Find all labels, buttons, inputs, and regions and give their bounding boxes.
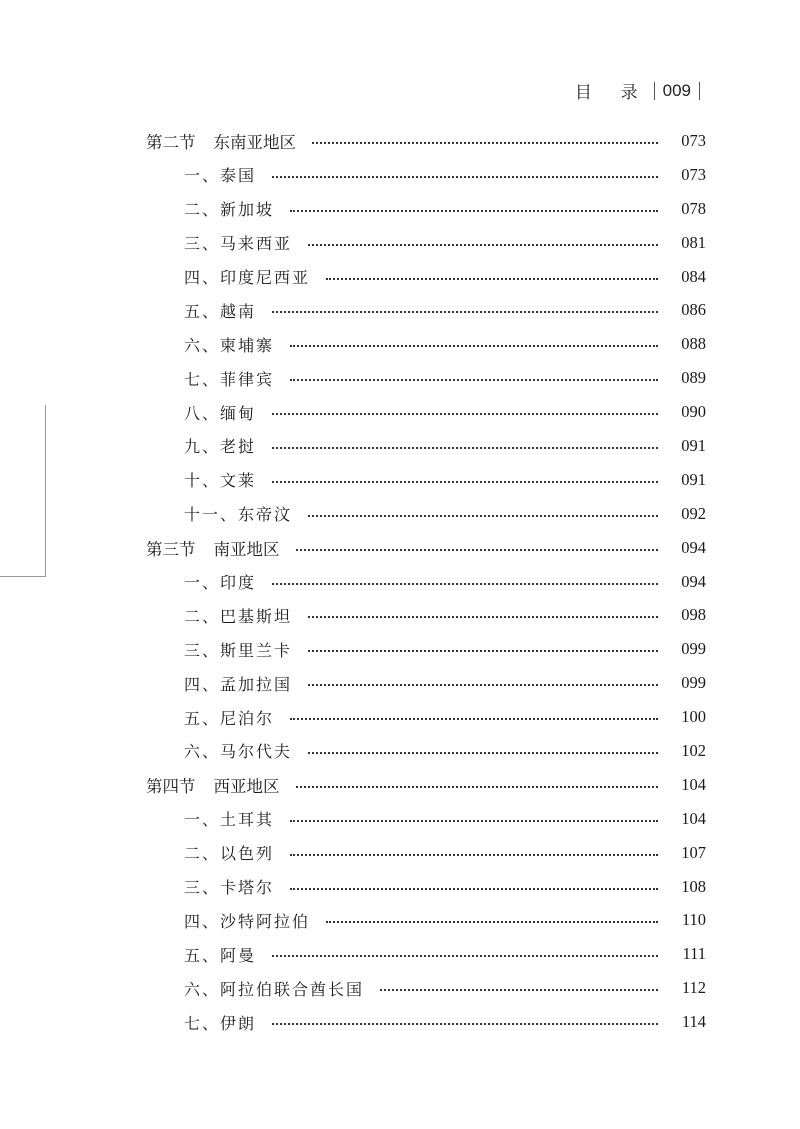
toc-section-number: 第四节 — [146, 776, 196, 796]
toc-item-row[interactable] — [146, 700, 706, 734]
toc-leader-dots — [272, 955, 658, 957]
toc-section-row[interactable] — [146, 124, 706, 158]
toc-entry-title: 一、土耳其 — [184, 810, 275, 830]
toc-entry-title: 五、越南 — [184, 301, 257, 321]
toc-entry-title: 九、老挝 — [184, 437, 257, 457]
toc-item-row[interactable] — [146, 395, 706, 429]
toc-section-row[interactable] — [146, 531, 706, 565]
toc-leader-dots — [326, 921, 658, 923]
toc-leader-dots — [308, 684, 658, 686]
toc-entry-title: 四、印度尼西亚 — [184, 268, 311, 287]
toc-page-number: 104 — [681, 808, 706, 828]
toc-page-number: 099 — [681, 673, 706, 693]
toc-entry-title: 三、卡塔尔 — [184, 878, 275, 898]
toc-section-row[interactable] — [146, 768, 706, 802]
toc-page-number: 102 — [681, 740, 706, 760]
toc-entry-title: 七、伊朗 — [184, 1013, 257, 1033]
toc-item-row[interactable] — [146, 598, 706, 632]
toc-leader-dots — [272, 447, 658, 449]
toc-entry-title — [146, 773, 280, 797]
toc-item-row[interactable] — [146, 361, 706, 395]
toc-page-number: 098 — [681, 605, 706, 625]
toc-item-row[interactable] — [146, 158, 706, 192]
toc-item-row[interactable] — [146, 903, 706, 937]
toc-entry-title: 五、尼泊尔 — [184, 708, 275, 728]
toc-leader-dots — [308, 650, 658, 652]
toc-section-title: 南亚地区 — [213, 539, 280, 559]
toc-leader-dots — [272, 311, 658, 313]
toc-item-row[interactable] — [146, 802, 706, 836]
toc-item-row[interactable] — [146, 327, 706, 361]
toc-page-number: 099 — [681, 639, 706, 659]
toc-entry-title: 三、斯里兰卡 — [184, 640, 293, 660]
toc-page-number: 111 — [682, 944, 706, 964]
toc-section-title: 东南亚地区 — [213, 132, 296, 152]
toc-item-row[interactable] — [146, 937, 706, 971]
toc-entry-title: 六、柬埔寨 — [184, 335, 275, 355]
toc-entry-title: 一、泰国 — [184, 166, 257, 186]
toc-page-number: 114 — [681, 1012, 706, 1032]
toc-page-number: 104 — [681, 774, 706, 794]
toc-page-number: 110 — [681, 910, 706, 930]
toc-page-number: 090 — [681, 402, 706, 422]
toc-page-number: 108 — [681, 876, 706, 896]
toc-page-number: 084 — [681, 266, 706, 286]
toc-leader-dots — [312, 142, 658, 144]
toc-item-row[interactable] — [146, 293, 706, 327]
toc-section-number: 第三节 — [146, 539, 196, 559]
toc-item-row[interactable] — [146, 632, 706, 666]
toc-leader-dots — [290, 379, 658, 381]
toc-section-title: 西亚地区 — [213, 776, 280, 796]
chapter-edge-marker — [0, 405, 46, 577]
toc-leader-dots — [272, 481, 658, 483]
toc-page-number: 088 — [681, 334, 706, 354]
toc-page-number: 089 — [681, 368, 706, 388]
header-label: 目 录 — [574, 83, 650, 102]
toc-leader-dots — [308, 616, 658, 618]
toc-entry-title: 五、阿曼 — [184, 945, 257, 965]
toc-page-number: 091 — [681, 435, 706, 455]
toc-page-number: 107 — [681, 842, 706, 862]
toc-entry-title: 七、菲律宾 — [184, 369, 275, 389]
toc-leader-dots — [308, 515, 658, 517]
page-header — [575, 78, 708, 103]
toc-leader-dots — [290, 345, 658, 347]
toc-entry-title: 六、马尔代夫 — [184, 742, 293, 762]
toc-item-row[interactable] — [146, 226, 706, 260]
toc-leader-dots — [290, 888, 658, 890]
toc-leader-dots — [290, 820, 658, 822]
table-of-contents — [146, 124, 706, 1039]
toc-item-row[interactable] — [146, 1005, 706, 1039]
toc-item-row[interactable] — [146, 497, 706, 531]
toc-section-number: 第二节 — [146, 132, 196, 152]
toc-leader-dots — [290, 210, 658, 212]
toc-entry-title: 八、缅甸 — [184, 403, 257, 423]
toc-entry-title: 十、文莱 — [184, 471, 257, 491]
toc-page-number: 073 — [681, 130, 706, 150]
toc-item-row[interactable] — [146, 870, 706, 904]
toc-item-row[interactable] — [146, 836, 706, 870]
toc-page-number: 073 — [681, 164, 706, 184]
toc-page-number: 078 — [681, 198, 706, 218]
toc-leader-dots — [296, 786, 659, 788]
toc-page-number: 091 — [681, 469, 706, 489]
toc-entry-title — [146, 536, 280, 560]
toc-leader-dots — [272, 176, 658, 178]
toc-page-number: 081 — [681, 232, 706, 252]
toc-entry-title: 二、以色列 — [184, 844, 275, 864]
toc-item-row[interactable] — [146, 734, 706, 768]
toc-leader-dots — [290, 718, 658, 720]
toc-item-row[interactable] — [146, 565, 706, 599]
toc-leader-dots — [272, 413, 658, 415]
toc-item-row[interactable] — [146, 192, 706, 226]
toc-item-row[interactable] — [146, 429, 706, 463]
toc-page-number: 112 — [681, 978, 706, 998]
toc-entry-title: 十一、东帝汶 — [184, 505, 293, 525]
toc-item-row[interactable] — [146, 463, 706, 497]
toc-item-row[interactable] — [146, 971, 706, 1005]
toc-leader-dots — [326, 278, 658, 280]
toc-entry-title: 二、巴基斯坦 — [184, 606, 293, 626]
toc-entry-title: 四、沙特阿拉伯 — [184, 911, 311, 931]
toc-page-number: 092 — [681, 503, 706, 523]
toc-item-row[interactable] — [146, 260, 706, 294]
toc-entry-title — [146, 129, 296, 153]
toc-page-number: 100 — [681, 707, 706, 727]
toc-entry-title: 二、新加坡 — [184, 200, 275, 220]
toc-entry-title: 四、孟加拉国 — [184, 674, 293, 694]
toc-leader-dots — [290, 854, 658, 856]
toc-leader-dots — [272, 583, 658, 585]
toc-leader-dots — [380, 989, 658, 991]
header-page-number: 009 — [662, 80, 691, 100]
toc-item-row[interactable] — [146, 666, 706, 700]
toc-leader-dots — [308, 752, 658, 754]
toc-entry-title: 六、阿拉伯联合酋长国 — [184, 979, 365, 999]
toc-page-number: 086 — [681, 300, 706, 320]
toc-leader-dots — [308, 244, 658, 246]
header-divider — [654, 82, 655, 100]
toc-leader-dots — [296, 549, 659, 551]
toc-page-number: 094 — [681, 537, 706, 557]
toc-entry-title: 一、印度 — [184, 573, 257, 593]
toc-page-number: 094 — [681, 571, 706, 591]
header-divider — [699, 82, 700, 100]
toc-leader-dots — [272, 1023, 658, 1025]
toc-entry-title: 三、马来西亚 — [184, 234, 293, 254]
